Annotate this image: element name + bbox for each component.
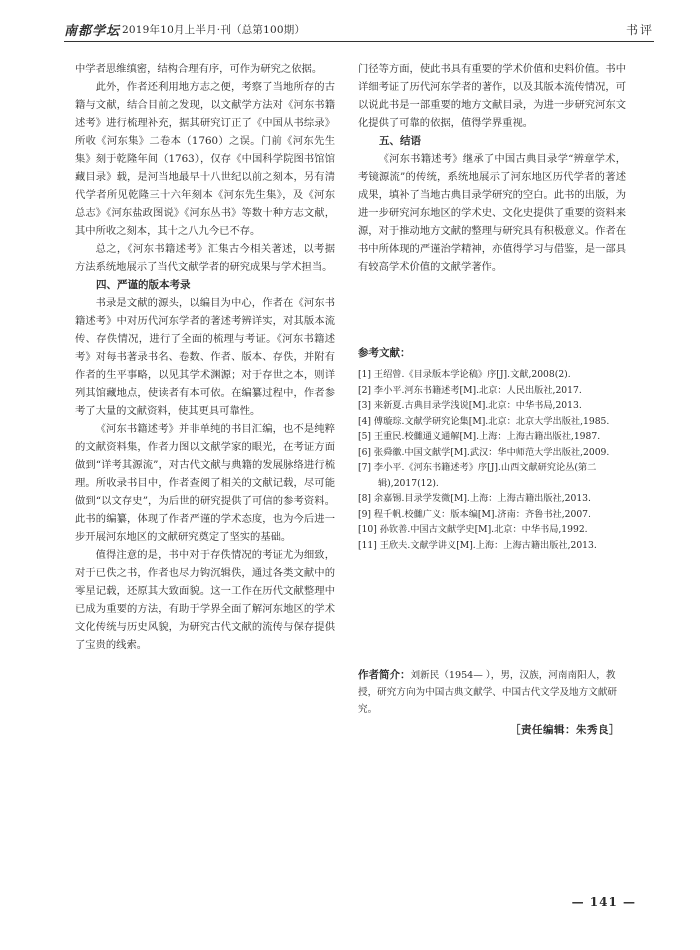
section-heading: 四、严谨的版本考录 xyxy=(96,279,191,291)
section-tag: 书评 xyxy=(625,23,654,37)
author-bio-label: 作者简介： xyxy=(358,669,411,681)
reference-item: [11] 王欣夫.文献学讲义[M].上海：上海古籍出版社,2013. xyxy=(358,539,597,551)
references-title: 参考文献： xyxy=(358,347,411,359)
left-column xyxy=(75,60,335,654)
paragraph: 《河东书籍述考》继承了中国古典目录学“辨章学术，考镜源流”的传统，系统地展示了河东地区历代学者的著述成果，填补了当地古典目录学研究的空白。此书的出版，为进一步研究河东地区的学术史、文化史提供了重要的资料来源，对于推动地方文献的整理与研究具有积极意义。作者在书中所体现的严谨治学精神，亦值得学习与借鉴，是一部具有较高学术价值的文献学著作。 xyxy=(358,153,626,273)
page-number: — 141 — xyxy=(571,895,636,909)
reference-item: [1] 王绍曾.《目录版本学论稿》序[J].文献,2008(2). xyxy=(358,369,571,380)
right-column xyxy=(358,60,626,276)
reference-list xyxy=(358,367,626,553)
reference-item: [5] 王重民.校雠通义通解[M].上海：上海古籍出版社,1987. xyxy=(358,431,601,442)
author-bio-text: 刘新民（1954— ），男，汉族，河南南阳人，教授，研究方向为中国古典文献学、中国古代文学及地方文献研究。 xyxy=(358,670,618,715)
author-bio xyxy=(358,667,630,718)
paragraph: 总之，《河东书籍述考》汇集古今相关著述，以考据方法系统地展示了当代文献学者的研究成果与学术担当。 xyxy=(75,243,335,273)
paragraph: 门径等方面，使此书具有重要的学术价值和史料价值。书中详细考证了历代河东学者的著作，以及其版本流传情况，可以说此书是一部重要的地方文献目录，为进一步研究河东文化提供了可靠的依据，值得学界重视。 xyxy=(358,63,626,129)
header-rule xyxy=(64,41,654,42)
reference-item: [9] 程千帆.校雠广义：版本编[M].济南：齐鲁书社,2007. xyxy=(358,508,591,520)
issue-info: 2019年10月上半月·刊（总第100期） xyxy=(122,24,306,36)
reference-item: [8] 余嘉锡.目录学发微[M].上海：上海古籍出版社,2013. xyxy=(358,493,591,504)
paragraph: 《河东书籍述考》并非单纯的书目汇编，也不是纯粹的文献资料集，作者力图以文献学家的眼光，在考证方面做到“详考其源流”，对古代文献与典籍的发展脉络进行梳理。所收录书目中，作者查阅了相关的文献记载，尽可能做到“以文存史”，为后世的研究提供了可信的参考资料。此书的编纂，体现了作者严谨的学术态度，也为今后进一步开展河东地区的文献研究奠定了坚实的基础。 xyxy=(75,423,335,543)
running-header xyxy=(64,19,654,39)
reference-item: [2] 李小平.河东书籍述考[M].北京：人民出版社,2017. xyxy=(358,384,582,396)
paragraph: 中学者思维缜密，结构合理有序，可作为研究之依据。 xyxy=(75,63,323,75)
section-heading: 五、结语 xyxy=(379,135,421,147)
paragraph: 此外，作者还利用地方志之便，考察了当地所存的古籍与文献，结合目前之发现，以文献学方法对《河东书籍述考》进行梳理补充，据其研究订正了《中国从书综录》所收《河东集》二卷本（1760）之误。门前《河东先生集》刻于乾隆年间（1763），仅存《中国科学院图书馆馆藏目录》载，是河当地最早十八世纪以前之刻本，另有清代学者所见乾隆三十六年刻本《河东先生集》，及《河东总志》《河东盐政图说》《河东丛书》等数十种方志文献，其中所收之刻本，其十之八九今已不存。 xyxy=(75,81,335,237)
reference-item: [6] 张舜徽.中国文献学[M].武汉：华中师范大学出版社,2009. xyxy=(358,446,610,458)
paragraph: 书录是文献的源头，以编目为中心，作者在《河东书籍述考》中对历代河东学者的著述考辨详实，对其版本流传、存佚情况，进行了全面的梳理与考证。《河东书籍述考》对每书著录书名、卷数、作者、版本、存佚，并附有作者的生平事略，以见其学术渊源；对于存世之本，则详列其馆藏地点，使读者有本可依。在编纂过程中，作者参考了大量的文献资料，使其更具可靠性。 xyxy=(75,297,335,417)
paragraph: 值得注意的是，书中对于存佚情况的考证尤为细致，对于已佚之书，作者也尽力钩沉辑佚，通过各类文献中的零星记载，还原其大致面貌。这一工作在历代文献整理中已成为重要的方法，有助于学界全面了解河东地区的学术文化传统与历史风貌，为研究古代文献的流传与保存提供了宝贵的线索。 xyxy=(75,549,335,651)
reference-item: [4] 傅璇琮.文献学研究论集[M].北京：北京大学出版社,1985. xyxy=(358,415,610,427)
journal-logo: 南都学坛 xyxy=(64,24,121,39)
responsible-editor: ［责任编辑：朱秀良］ xyxy=(510,724,620,736)
reference-item: [10] 孙钦善.中国古文献学史[M].北京：中华书局,1992. xyxy=(358,524,588,535)
reference-item: [7] 李小平.《河东书籍述考》序[J].山西文献研究论丛(第二辑),2017(12). xyxy=(358,462,597,489)
reference-item: [3] 来新夏.古典目录学浅说[M].北京：中华书局,2013. xyxy=(358,400,582,411)
